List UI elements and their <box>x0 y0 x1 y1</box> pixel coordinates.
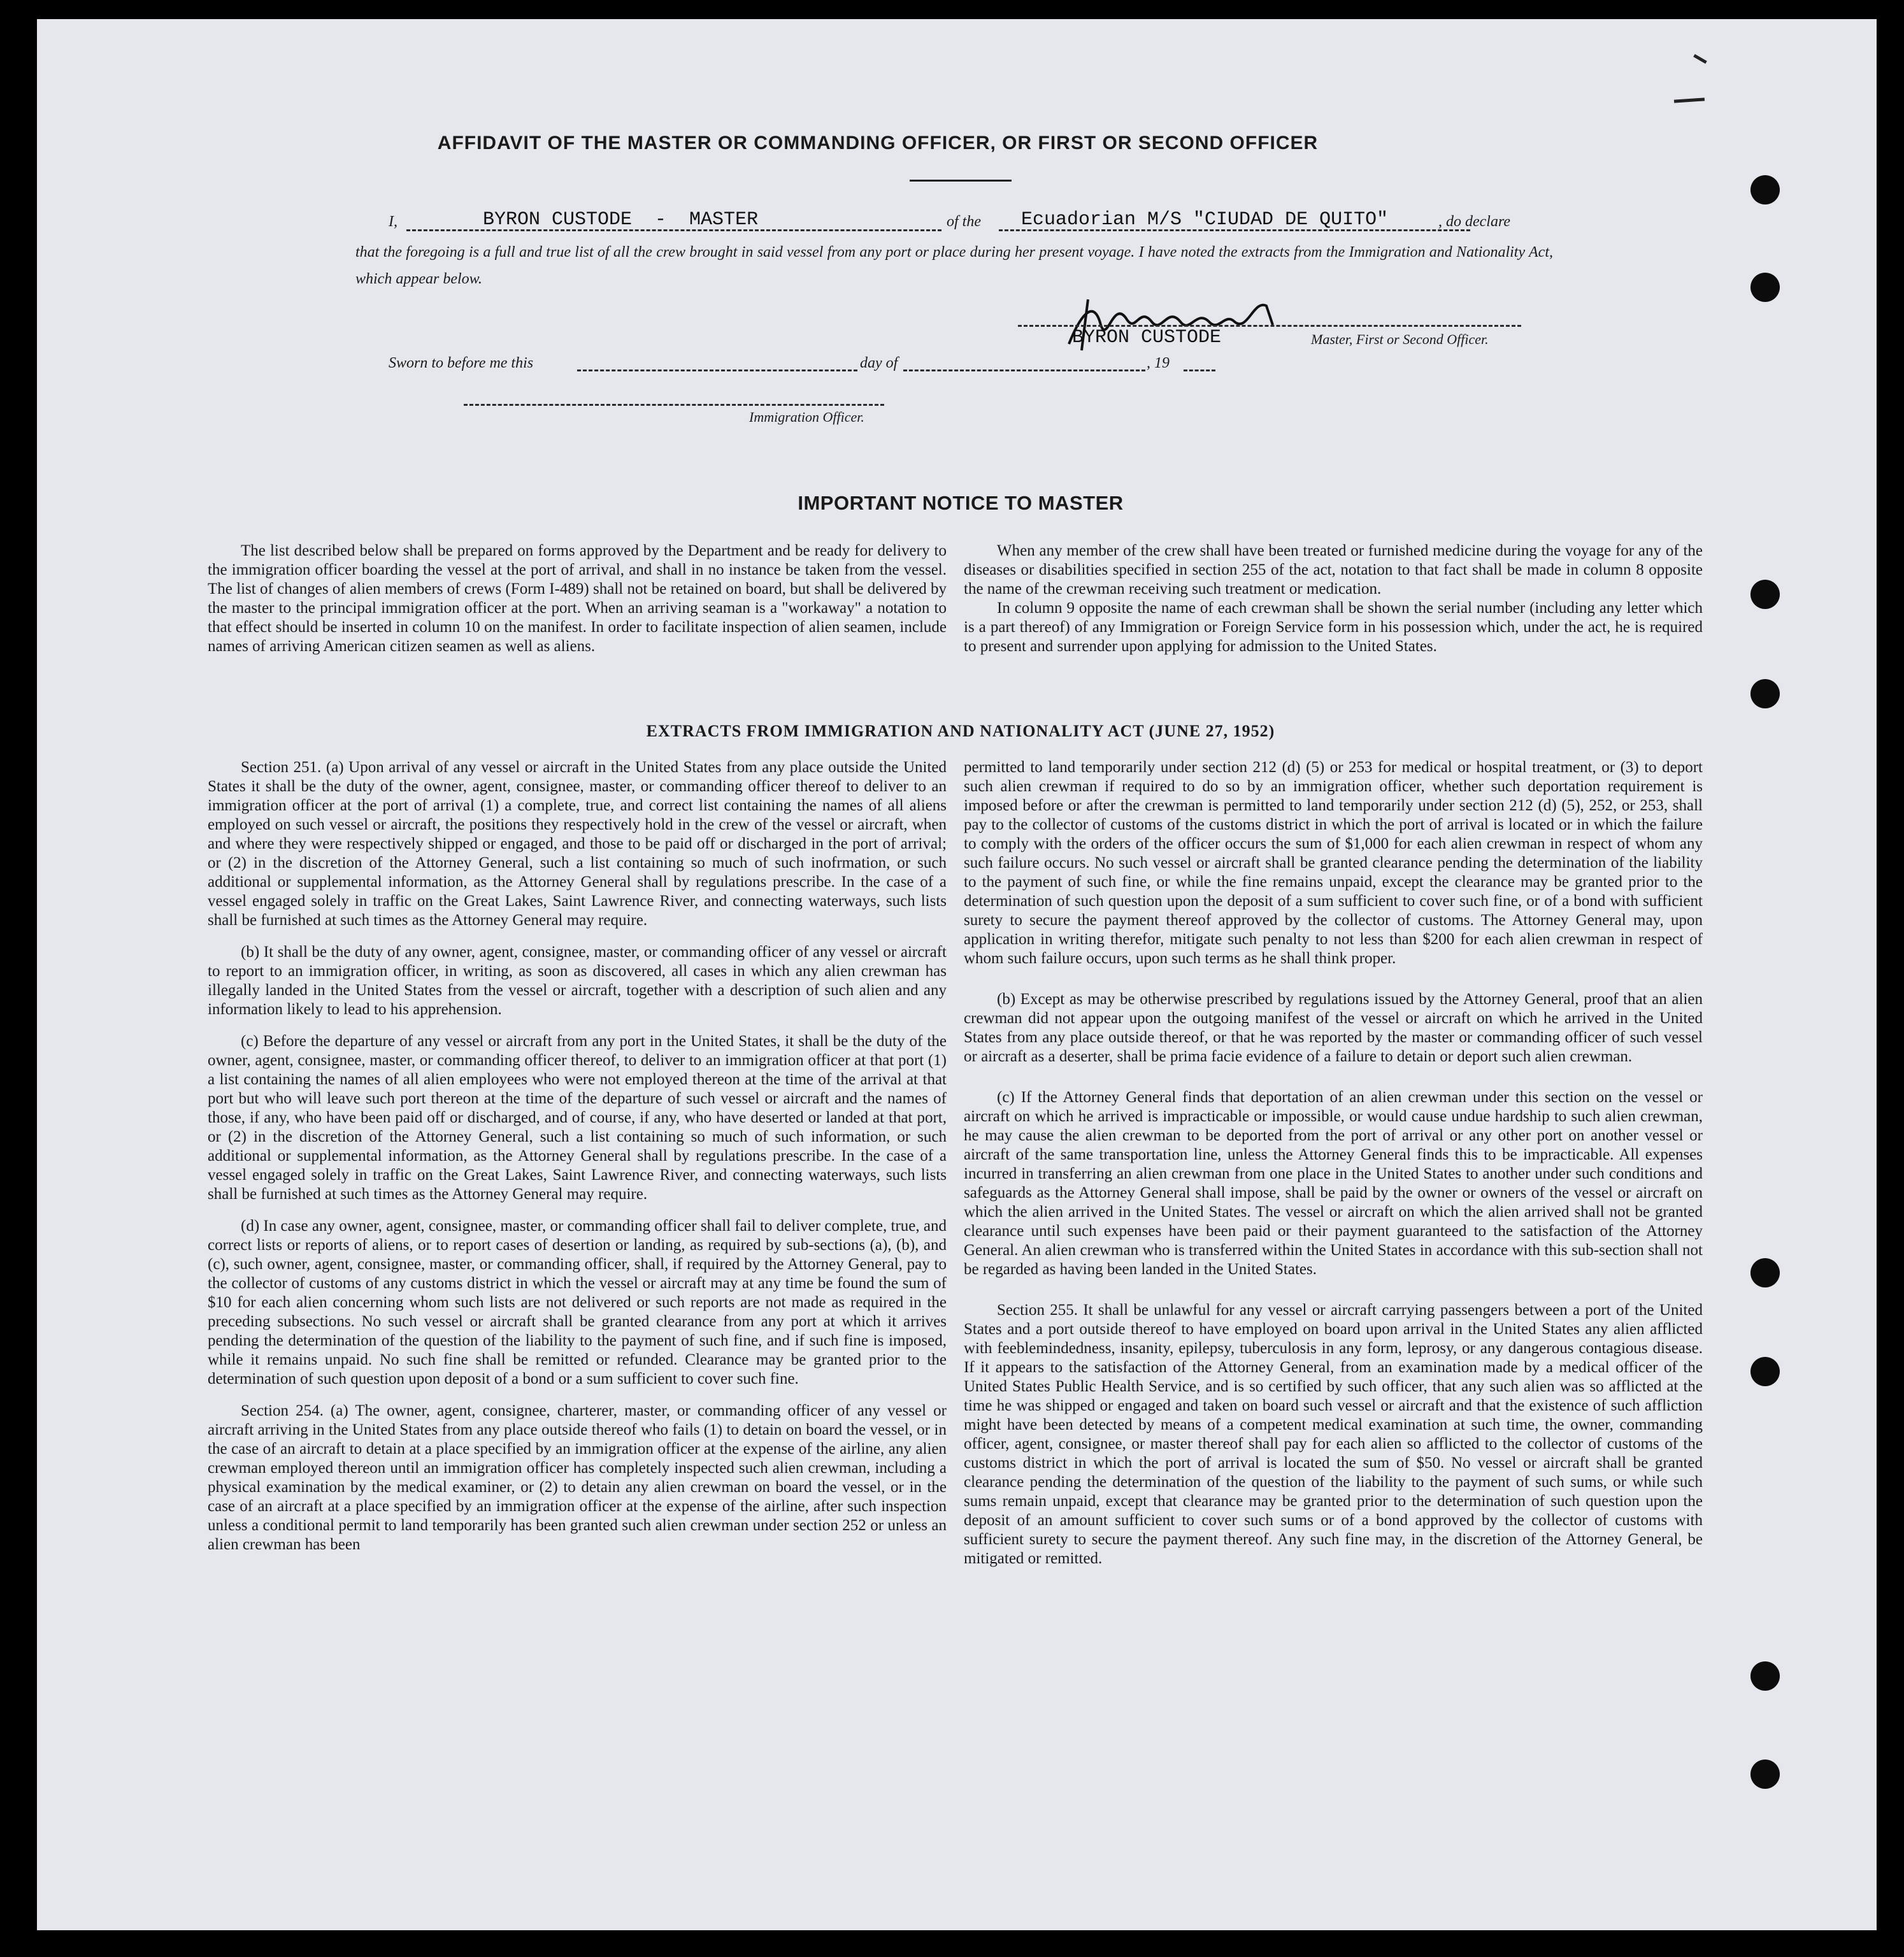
punch-hole <box>1750 273 1780 302</box>
year-label: , 19 <box>1147 355 1170 371</box>
signature-role-label: Master, First or Second Officer. <box>1311 331 1489 347</box>
notice-left-paragraph: The list described below shall be prepared on forms approved by the Department and be ready for delivery to the immigration officer boarding the vessel at the port of arrival, and shall in no instance be taken from the vessel. The list of changes of alien members of crews (Form I-489) shall not be retained on board, but shall be delivered by the master to the principal immigration officer at the port. When an arriving seaman is a "workaway" a notation to that effect should be inserted in column 10 on the manifest. In order to facilitate inspection of alien seamen, include names of arriving American citizen seamen as well as aliens. <box>208 542 947 655</box>
declaration-text: that the foregoing is a full and true list of all the crew brought in said vessel from any port or place during her present voyage. I have noted the extracts from the Immigration and Nationality Act, which appear below. <box>355 244 1553 287</box>
sworn-day-blank <box>577 369 857 371</box>
section-254-b: (b) Except as may be otherwise prescribed by regulations issued by the Attorney General, proof that an alien crewman did not appear upon the outgoing manifest of the vessel or aircraft on which he arrived in the United States from any place outside thereof, or that he was reported by the master or commanding officer of such vessel or aircraft as a deserter, shall be prima facie evidence of a failure to detain or deport such alien crewman. <box>964 991 1703 1065</box>
vessel-name: Ecuadorian M/S "CIUDAD DE QUITO" <box>1021 209 1389 231</box>
punch-hole <box>1750 1661 1780 1691</box>
i-label: I, <box>389 213 397 230</box>
section-254-c: (c) If the Attorney General finds that deportation of an alien crewman under this section on the vessel or aircraft on which he arrived is impracticable or impossible, or would cause undue hardship to such alien crewman, he may cause the alien crewman to be deported from the port of arrival or any other port on another vessel or aircraft of the same transportation line, unless the Attorney General finds this to be impracticable. All expenses incurred in transferring an alien crewman from one place in the United States to another under such conditions and safeguards as the Attorney General shall impose, shall be paid by the owner or owners of the vessel or aircraft on which the alien arrived in the United States. The vessel or aircraft on which the alien arrived shall not be granted clearance until such expenses have been paid or their payment guaranteed to the satisfaction of the Attorney General. An alien crewman who is transferred within the United States in accordance with this sub-section shall not be regarded as having been landed in the United States. <box>964 1089 1703 1278</box>
section-255: Section 255. It shall be unlawful for any vessel or aircraft carrying passengers between a port of the United States and a port outside thereof to have employed on board upon arrival in the United States any alien afflicted with feeblemindedness, insanity, epilepsy, tuberculosis in any form, leprosy, or any dangerous contagious disease. If it appears to the satisfaction of the Attorney General, from an examination made by a medical officer of the United States Public Health Service, and is so certified by such officer, that any such alien was so afflicted at the time he was shipped or engaged and taken on board such vessel or aircraft and that the existence of such affliction might have been detected by means of a competent medical examination at such time, the owner, commanding officer, agent, consignee, or master thereof shall pay for each alien so afflicted to the collector of customs of the customs district in which the port of arrival is located the sum of $50. No vessel or aircraft shall be granted clearance pending the determination of the question of the liability to the payment of such sums, or while such sums remain unpaid, except that clearance may be granted prior to the determination of such question upon the deposit of an amount sufficient to cover such sums or of a bond approved by the collector of customs with sufficient surety to secure the payment thereof. Any such fine may, in the discretion of the Attorney General, be mitigated or remitted. <box>964 1301 1703 1567</box>
document-page <box>37 19 1877 1930</box>
affidavit-title: AFFIDAVIT OF THE MASTER OR COMMANDING OFFICER, OR FIRST OR SECOND OFFICER <box>437 133 1319 154</box>
extracts-right-column <box>964 758 1703 1581</box>
scan-mark <box>1693 54 1707 64</box>
notice-right-text <box>964 541 1703 669</box>
signature-typed: BYRON CUSTODE <box>1072 327 1222 348</box>
section-251-d: (d) In case any owner, agent, consignee, master, or commanding officer shall fail to deliver complete, true, and correct lists or reports of aliens, or to report cases of desertion or landing, as required by sub-sections (a), (b), and (c), such owner, agent, consignee, master, or commanding officer, shall, if required by the Attorney General, pay to the collector of customs of any customs district in which the vessel or aircraft may at any time be found the sum of $10 for each alien concerning whom such lists are not delivered or such reports are not made as required in the preceding subsections. No such vessel or aircraft shall be granted clearance from any port at which it arrives pending the determination of the question of the liability to the payment of such fine, and if such fine is imposed, while it remains unpaid. No such fine shall be remitted or refunded. Clearance may be granted prior to the determination of such question upon deposit of a bond or a sum sufficient to cover such fine. <box>208 1217 947 1387</box>
sworn-month-blank <box>903 369 1145 371</box>
punch-hole <box>1750 580 1780 609</box>
sworn-label: Sworn to before me this <box>389 355 534 371</box>
section-254-a: Section 254. (a) The owner, agent, consignee, charterer, master, or commanding officer of any vessel or aircraft arriving in the United States from any place outside thereof who fails (1) to detain on board the vessel, or in the case of an aircraft to detain at a place specified by an immigration officer at the expense of the airline, any alien crewman employed thereon until an immigration officer has completely inspected such alien crewman, including a physical examination by the medical examiner, or (2) to detain any alien crewman on board the vessel, or in the case of an aircraft at a place specified by an immigration officer at the expense of the airline, after such inspection unless a conditional permit to land temporarily has been granted such alien crewman under section 252 or unless an alien crewman has been <box>208 1402 947 1553</box>
notice-left-text <box>208 541 947 669</box>
punch-hole <box>1750 679 1780 708</box>
punch-hole <box>1750 1357 1780 1386</box>
section-251-b: (b) It shall be the duty of any owner, agent, consignee, master, or commanding officer of any vessel or aircraft to report to an immigration officer, in writing, as soon as discovered, all cases in which any alien crewman has illegally landed in the United States from the vessel or aircraft, together with a description of such alien and any information likely to lead to his apprehension. <box>208 943 947 1018</box>
sworn-year-blank <box>1184 369 1215 371</box>
notice-title: IMPORTANT NOTICE TO MASTER <box>798 492 1124 514</box>
punch-hole <box>1750 1258 1780 1287</box>
of-the-label: of the <box>947 213 981 230</box>
declarant-name: BYRON CUSTODE - MASTER <box>483 209 759 231</box>
officer-signature-blank <box>464 404 884 406</box>
do-declare-label: , do declare <box>1438 213 1511 230</box>
extracts-left-column <box>208 758 947 1567</box>
day-of-label: day of <box>860 355 898 371</box>
section-251-a: Section 251. (a) Upon arrival of any vessel or aircraft in the United States from any place outside the United States it shall be the duty of the owner, agent, consignee, master, or commanding officer thereof to deliver to an immigration officer at the port of arrival (1) a complete, true, and correct list containing the names of all aliens employed on such vessel or aircraft, the positions they respectively hold in the crew of the vessel or aircraft, when and where they were respectively shipped or engaged, and those to be paid off or discharged in the port of arrival; or (2) in the discretion of the Attorney General, such a list containing so much of such inofrmation, or such additional or supplemental information, as the Attorney General shall by regulations prescribe. In the case of a vessel engaged solely in traffic on the Great Lakes, Saint Lawrence River, and connecting waterways, such lists shall be furnished at such times as the Attorney General may require. <box>208 759 947 929</box>
punch-hole <box>1750 1760 1780 1789</box>
notice-right-paragraph-2: In column 9 opposite the name of each crewman shall be shown the serial number (including any letter which is a part thereof) of any Immigration or Foreign Service form in his possession which, under the act, he is required to present and surrender upon applying for admission to the United States. <box>964 599 1703 655</box>
section-251-c: (c) Before the departure of any vessel or aircraft from any port in the United States, it shall be the duty of the owner, agent, consignee, master, or commanding officer thereof, to deliver to an immigration officer at that port (1) a list containing the names of all alien employees who were not employed thereon at the time of the arrival at that port but who will leave such port thereon at the time of the departure of such vessel or aircraft and the names of those, if any, who have been paid off or discharged, and of course, if any, who have deserted or landed at that port, or (2) in the discretion of the Attorney General, such a list containing so much of such information, or such additional or supplemental information, as the Attorney General shall by regulations prescribe. In the case of a vessel engaged solely in traffic on the Great Lakes, Saint Lawrence River, and connecting waterways, such lists shall be furnished at such times as the Attorney General may require. <box>208 1033 947 1203</box>
immigration-officer-label: Immigration Officer. <box>749 409 864 425</box>
title-divider <box>910 180 1012 182</box>
punch-hole <box>1750 175 1780 204</box>
extracts-title: EXTRACTS FROM IMMIGRATION AND NATIONALITY ACT (JUNE 27, 1952) <box>646 722 1275 740</box>
scan-mark <box>1674 97 1705 103</box>
section-254-a-continued: permitted to land temporarily under section 212 (d) (5) or 253 for medical or hospital treatment, or (3) to deport such alien crewman if required to do so by an immigration officer, whether such deportation requirement is imposed before or after the crewman is permitted to land temporarily under section 212 (d) (5), 252, or 253, shall pay to the collector of customs of the customs district in which the port of arrival is located or in which the failure to comply with the orders of the officer occurs the sum of $1,000 for each alien crewman in respect of whom any such failure occurs. No such vessel or aircraft shall be granted clearance pending the determination of the liability to the payment of such fine, or while the fine remains unpaid, except the clearance may be granted prior to the determination of such question upon the deposit of a sum sufficient to cover such fine, or of a bond with sufficient surety to secure the payment thereof approved by the collector of customs. The Attorney General may, upon application in writing therefor, mitigate such penalty to not less than $200 for each alien crewman in respect of whom such failure occurs, upon such terms as he shall think proper. <box>964 759 1703 967</box>
notice-right-paragraph-1: When any member of the crew shall have been treated or furnished medicine during the voyage for any of the diseases or disabilities specified in section 255 of the act, notation to that fact shall be made in column 8 opposite the name of the crewman receiving such treatment or medication. <box>964 542 1703 598</box>
